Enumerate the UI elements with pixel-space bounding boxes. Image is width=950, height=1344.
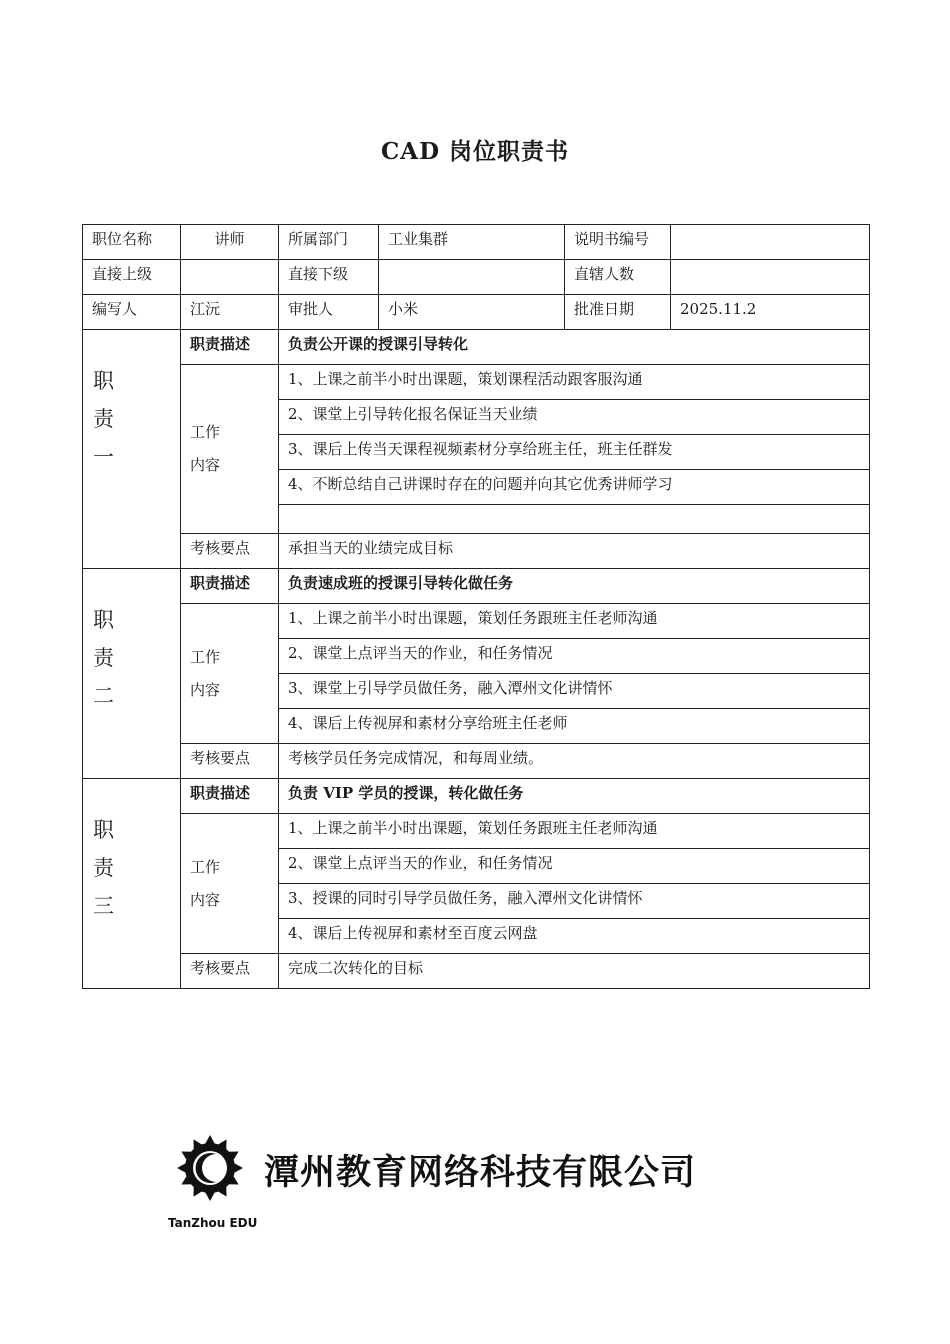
duty-1-item-row	[83, 365, 870, 400]
duty-2-desc-row	[83, 569, 870, 604]
superior-value	[181, 260, 279, 295]
reports-label: 直辖人数	[565, 260, 671, 295]
duty-1-assessment: 承担当天的业绩完成目标	[279, 534, 870, 569]
header-row-2	[83, 260, 870, 295]
duty-3-item-2: 2、课堂上点评当天的作业，和任务情况	[279, 849, 870, 884]
duty-3-desc-row	[83, 779, 870, 814]
duty-3-assessment: 完成二次转化的目标	[279, 954, 870, 989]
subordinate-label: 直接下级	[279, 260, 379, 295]
duty-1-assess-label: 考核要点	[181, 534, 279, 569]
duty-3-title: 职 责 三	[83, 779, 181, 989]
docno-label: 说明书编号	[565, 225, 671, 260]
position-label: 职位名称	[83, 225, 181, 260]
position-value: 讲师	[181, 225, 279, 260]
duty-1-work-label: 工作 内容	[181, 365, 279, 534]
duty-2-title: 职 责 二	[83, 569, 181, 779]
duty-2-item-4: 4、课后上传视屏和素材分享给班主任老师	[279, 709, 870, 744]
header-row-3	[83, 295, 870, 330]
job-description-table	[82, 224, 870, 989]
duty-2-item-2: 2、课堂上点评当天的作业，和任务情况	[279, 639, 870, 674]
duty-1-assess-row	[83, 534, 870, 569]
duty-3-item-row	[83, 814, 870, 849]
author-value: 江沅	[181, 295, 279, 330]
approver-label: 审批人	[279, 295, 379, 330]
dept-value: 工业集群	[379, 225, 565, 260]
duty-1-description: 负责公开课的授课引导转化	[279, 330, 870, 365]
duty-1-item-2: 2、课堂上引导转化报名保证当天业绩	[279, 400, 870, 435]
duty-2-item-1: 1、上课之前半小时出课题，策划任务跟班主任老师沟通	[279, 604, 870, 639]
document-title: CAD 岗位职责书	[380, 138, 570, 165]
duty-1-title: 职 责 一	[83, 330, 181, 569]
duty-2-work-label: 工作 内容	[181, 604, 279, 744]
duty-2-description: 负责速成班的授课引导转化做任务	[279, 569, 870, 604]
duty-1-item-5	[279, 505, 870, 534]
duty-2-item-3: 3、课堂上引导学员做任务，融入潭州文化讲情怀	[279, 674, 870, 709]
duty-1-item-3: 3、课后上传当天课程视频素材分享给班主任，班主任群发	[279, 435, 870, 470]
duty-2-item-row	[83, 604, 870, 639]
duty-3-assess-label: 考核要点	[181, 954, 279, 989]
duty-2-desc-label: 职责描述	[181, 569, 279, 604]
duty-1-item-1: 1、上课之前半小时出课题，策划课程活动跟客服沟通	[279, 365, 870, 400]
header-row-1	[83, 225, 870, 260]
dept-label: 所属部门	[279, 225, 379, 260]
duty-2-assess-label: 考核要点	[181, 744, 279, 779]
duty-3-desc-label: 职责描述	[181, 779, 279, 814]
docno-value	[671, 225, 870, 260]
approve-date-label: 批准日期	[565, 295, 671, 330]
subordinate-value	[379, 260, 565, 295]
company-name: 潭州教育网络科技有限公司	[264, 1153, 697, 1193]
brand-name: TanZhou EDU	[168, 1216, 258, 1230]
duty-3-assess-row	[83, 954, 870, 989]
duty-3-item-4: 4、课后上传视屏和素材至百度云网盘	[279, 919, 870, 954]
reports-value	[671, 260, 870, 295]
duty-1-item-4: 4、不断总结自己讲课时存在的问题并向其它优秀讲师学习	[279, 470, 870, 505]
duty-3-work-label: 工作 内容	[181, 814, 279, 954]
duty-2-assess-row	[83, 744, 870, 779]
approve-date-value: 2025.11.2	[671, 295, 870, 330]
author-label: 编写人	[83, 295, 181, 330]
duty-3-description: 负责 VIP 学员的授课，转化做任务	[279, 779, 870, 814]
duty-2-assessment: 考核学员任务完成情况，和每周业绩。	[279, 744, 870, 779]
duty-1-desc-label: 职责描述	[181, 330, 279, 365]
superior-label: 直接上级	[83, 260, 181, 295]
duty-3-item-1: 1、上课之前半小时出课题，策划任务跟班主任老师沟通	[279, 814, 870, 849]
duty-1-desc-row	[83, 330, 870, 365]
approver-value: 小米	[379, 295, 565, 330]
duty-3-item-3: 3、授课的同时引导学员做任务，融入潭州文化讲情怀	[279, 884, 870, 919]
